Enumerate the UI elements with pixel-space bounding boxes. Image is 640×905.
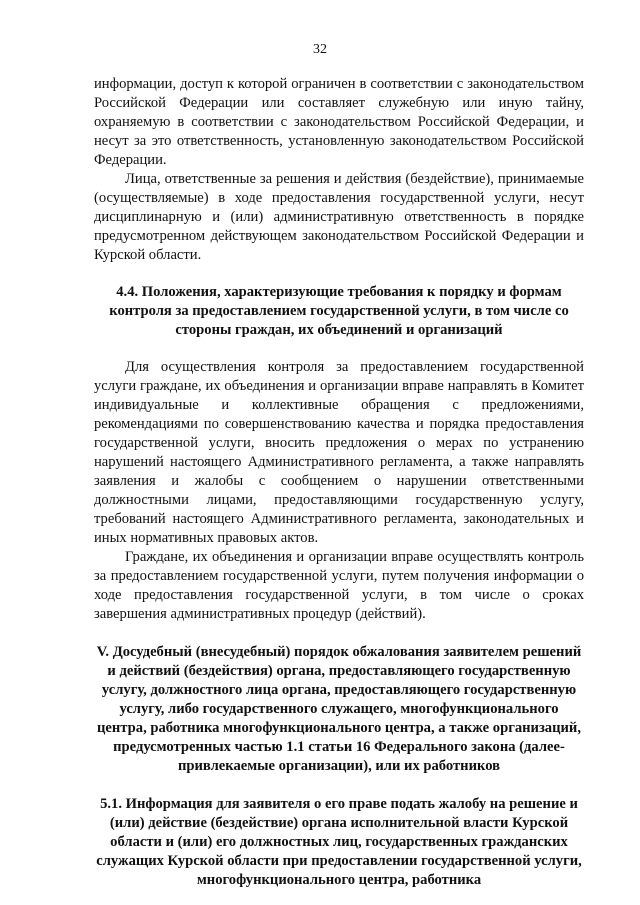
section-5-1-heading: 5.1. Информация для заявителя о его праве подать жалобу на решение и (или) действие (бездействие) органа исполнительной власти Курской области и (или) его должностных лиц, государственных гражданских служащих Курской области при предоставлении государственной услуги, многофункционального центра, работника	[96, 796, 582, 888]
document-body	[94, 75, 584, 890]
paragraph-continuation: информации, доступ к которой ограничен в соответствии с законодательством Российской Федерации или составляет служебную или иную тайну, охраняемую в соответствии с законодательством Российской Федерации, и несут за это ответственность, установленную законодательством Российской Федерации.	[94, 76, 584, 168]
paragraph-control-information: Граждане, их объединения и организации вправе осуществлять контроль за предоставлением государственной услуги, путем получения информации о ходе предоставления государственной услуги, в том числе о сроках завершения административных процедур (действий).	[94, 549, 584, 622]
paragraph-control-appeals: Для осуществления контроля за предоставлением государственной услуги граждане, их объединения и организации вправе направлять в Комитет индивидуальные и коллективные обращения с предложениями, рекомендациями по совершенствованию качества и порядка предоставления государственной услуги, вносить предложения о мерах по устранению нарушений настоящего Административного регламента, а также направлять заявления и жалобы с сообщением о нарушении ответственными должностными лицами, предоставляющими государственную услугу, требований настоящего Административного регламента, законодательных и иных нормативных правовых актов.	[94, 359, 584, 546]
paragraph-responsibility: Лица, ответственные за решения и действия (бездействие), принимаемые (осуществляемые) в ходе предоставления государственной услуги, несут дисциплинарную и (или) административную ответственность в порядке предусмотренном действующем законодательством Российской Федерации и Курской области.	[94, 171, 584, 263]
page-number: 32	[313, 42, 327, 57]
section-v-heading: V. Досудебный (внесудебный) порядок обжалования заявителем решений и действий (бездействия) органа, предоставляющего государственную услугу, должностного лица органа, предоставляющего государственную услугу, либо государственного служащего, многофункционального центра, работника многофункционального центра, а также организаций, предусмотренных частью 1.1 статьи 16 Федерального закона (далее- привлекаемые организации), или их работников	[96, 644, 582, 774]
section-4-4-heading: 4.4. Положения, характеризующие требования к порядку и формам контроля за предоставлением государственной услуги, в том числе со стороны граждан, их объединений и организаций	[109, 284, 569, 338]
